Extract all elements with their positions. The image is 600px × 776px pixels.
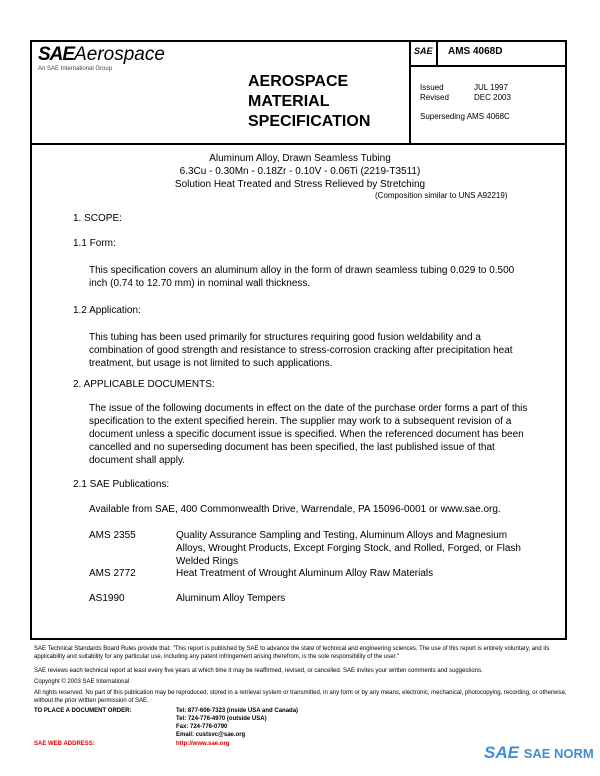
reference-id: AMS 2355	[89, 530, 136, 541]
reference-desc: Aluminum Alloy Tempers	[176, 593, 286, 604]
divider	[436, 40, 438, 66]
divider	[409, 40, 411, 144]
sae-norm-watermark: SAE SAE NORM	[484, 743, 594, 762]
footer-rules: SAE Technical Standards Board Rules provide that: "This report is published by SAE to advance the state of technical and engineering sciences. The use of this report is entirely voluntary, and its applicability and suitability for any particular use, including any patent infringement arising therefrom, is the sole responsibility of the user."	[34, 646, 550, 660]
logo-subtitle: An SAE International Group	[38, 66, 113, 72]
sae-small-logo: SAE	[414, 46, 433, 56]
paragraph: This specification covers an aluminum alloy in the form of drawn seamless tubing 0.029 to 0.500 inch (0.74 to 12.70 mm) in nominal wall thickness.	[89, 265, 515, 289]
paragraph: Available from SAE, 400 Commonwealth Drive, Warrendale, PA 15096-0001 or www.sae.org.	[89, 504, 501, 515]
reference-desc: Heat Treatment of Wrought Aluminum Alloy Raw Materials	[176, 568, 434, 579]
divider	[409, 65, 567, 67]
doc-number: AMS 4068D	[448, 46, 503, 57]
web-link[interactable]: http://www.sae.org	[176, 741, 230, 747]
footer-rights: All rights reserved. No part of this publication may be reproduced, stored in a retrieval system or transmitted, in any form or by any means, electronic, mechanical, photocopying, recording, or otherwise, without the prior written permission of SAE.	[34, 690, 567, 704]
section-heading: 1.1 Form:	[73, 238, 116, 249]
web-label: SAE WEB ADDRESS:	[34, 741, 95, 747]
paragraph: This tubing has been used primarily for structures requiring good fusion weldability and a combination of good strength and resistance to stress-corrosion cracking after precipitation heat treatment, but usage is not limited to such applications.	[89, 332, 513, 369]
section-heading: 1.2 Application:	[73, 305, 141, 316]
reference-id: AS1990	[89, 593, 125, 604]
footer-review: SAE reviews each technical report at least every five years at which time it may be reaffirmed, revised, or cancelled. SAE invites your written comments and suggestions.	[34, 668, 483, 674]
order-contacts: Tel: 877-606-7323 (inside USA and Canada) Tel: 724-776-4970 (outside USA) Fax: 724-776-0790 Email: custsvc@sae.org	[176, 708, 299, 738]
section-heading: 2.1 SAE Publications:	[73, 479, 170, 490]
spec-type-title: AEROSPACE MATERIAL SPECIFICATION	[248, 73, 371, 130]
reference-id: AMS 2772	[89, 568, 136, 579]
issue-info: Issued JUL 1997 Revised DEC 2003 Superseding AMS 4068C	[420, 83, 511, 121]
document-title: Aluminum Alloy, Drawn Seamless Tubing 6.3Cu - 0.30Mn - 0.18Zr - 0.10V - 0.06Ti (2219-T3511) Solution Heat Treated and Stress Relieved by Stretching	[174, 153, 426, 190]
section-heading: 2. APPLICABLE DOCUMENTS:	[73, 379, 215, 390]
paragraph: The issue of the following documents in effect on the date of the purchase order forms a part of this specification to the extent specified herein. The supplier may work to a subsequent revision of a document unless a specific document issue is specified. When the referenced document has been cancelled and no superseding document has been specified, the last published issue of that document shall apply.	[89, 403, 528, 466]
reference-desc: Quality Assurance Sampling and Testing, Aluminum Alloys and Magnesium Alloys, Wrought Products, Except Forging Stock, and Rolled, Forged, or Flash Welded Rings	[176, 530, 521, 567]
divider	[30, 143, 567, 145]
section-heading: 1. SCOPE:	[73, 213, 122, 224]
footer-copyright: Copyright © 2003 SAE International	[34, 679, 130, 685]
sae-aerospace-logo: SAEAerospace	[38, 44, 165, 65]
order-label: TO PLACE A DOCUMENT ORDER:	[34, 708, 132, 714]
composition-note: (Composition similar to UNS A92219)	[375, 191, 508, 200]
